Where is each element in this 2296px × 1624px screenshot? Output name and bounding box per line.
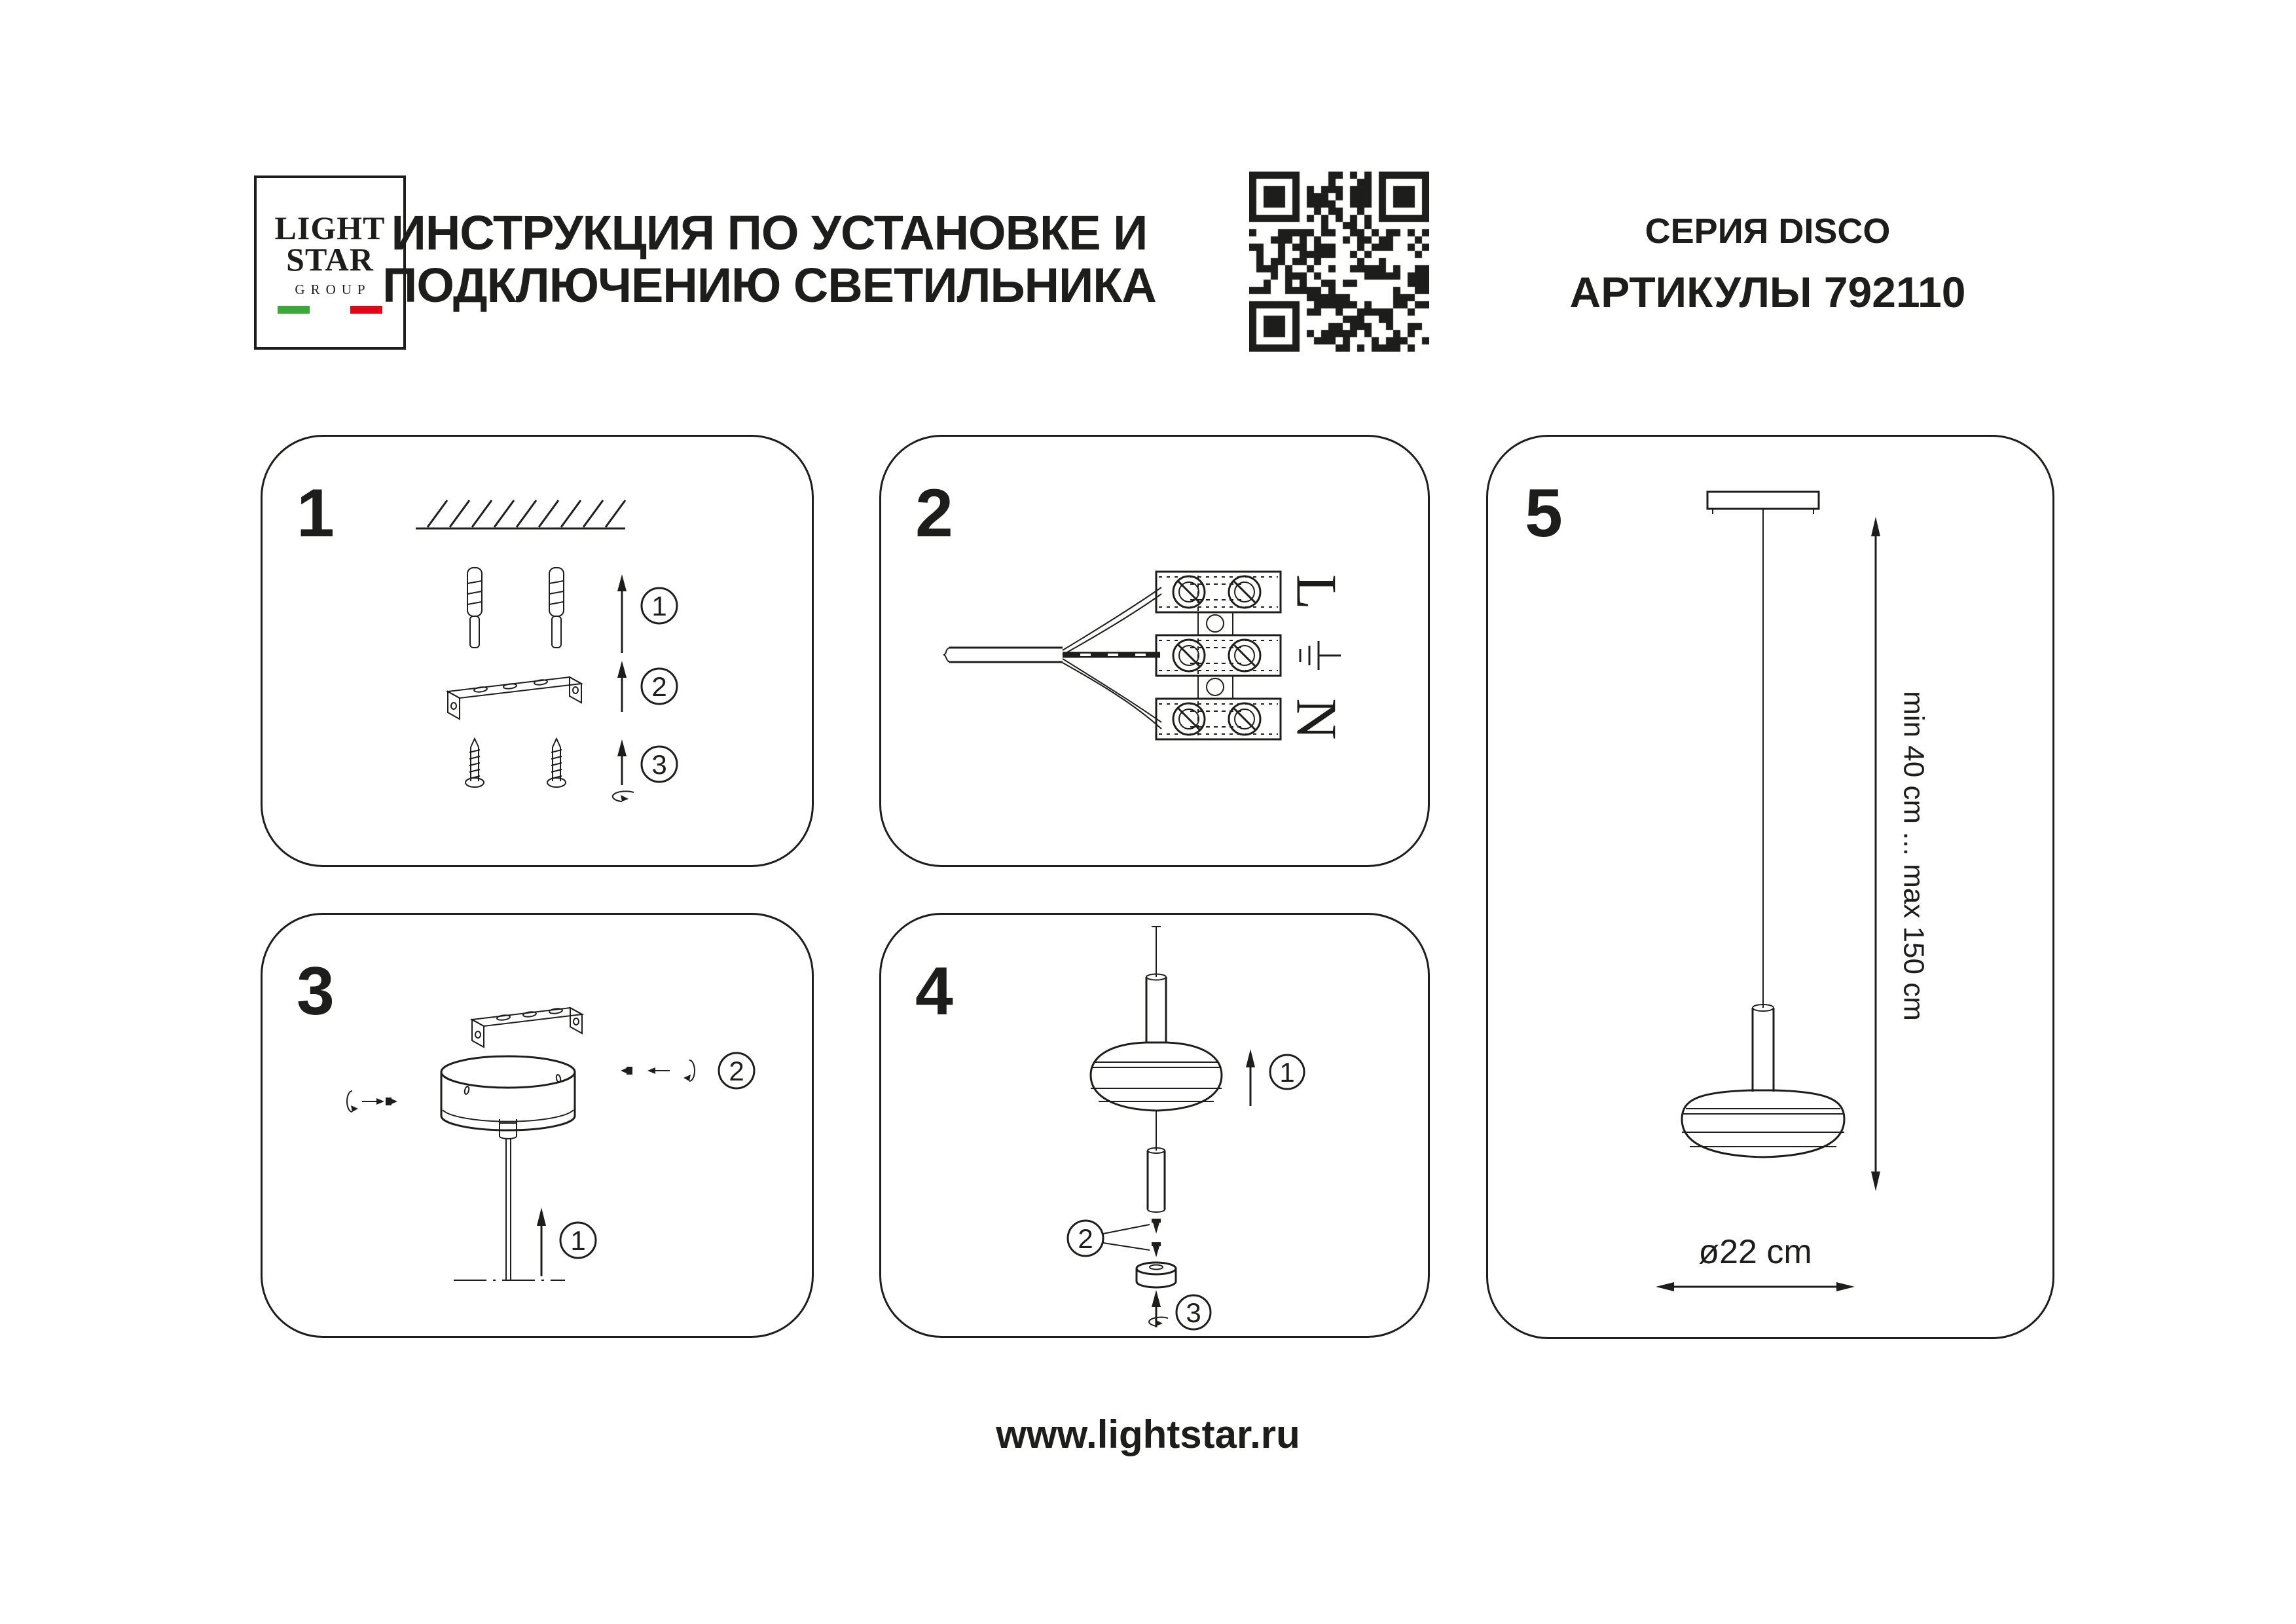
- step-number: 3: [1186, 1297, 1201, 1328]
- screw-rotate-left-icon: [347, 1091, 397, 1112]
- cap-piece: [1137, 1263, 1176, 1287]
- series-name: СЕРИЯ DISCO: [1645, 212, 1891, 251]
- earth-icon: [1300, 641, 1341, 670]
- step-number: 1: [1279, 1057, 1295, 1088]
- panel-number: 1: [297, 475, 335, 551]
- logo-word-light: LIGHT: [274, 209, 386, 246]
- panel-4-drawing: [881, 915, 1428, 1336]
- step-badge: [1068, 1221, 1150, 1256]
- screw-icon: [465, 739, 484, 787]
- panel-number: 3: [297, 953, 335, 1029]
- small-screw-icon: [1152, 1219, 1161, 1234]
- step-panel-3: [261, 913, 814, 1338]
- title-line-1: ИНСТРУКЦИЯ ПО УСТАНОВКЕ И: [391, 206, 1148, 260]
- step-number: 2: [729, 1056, 744, 1086]
- qr-code-icon: [1249, 172, 1429, 352]
- panel-2-drawing: [881, 437, 1428, 865]
- website-url: www.lightstar.ru: [996, 1412, 1300, 1456]
- wall-plug-icon: [549, 568, 564, 648]
- step-badge: [642, 747, 677, 782]
- diameter-label: ø22 cm: [1698, 1233, 1812, 1271]
- article-number: АРТИКУЛЫ 792110: [1569, 268, 1966, 316]
- step-badge: [1270, 1055, 1304, 1089]
- step-badge: [719, 1053, 754, 1088]
- suspension-wire: [1152, 927, 1161, 977]
- page-title: [354, 207, 1185, 312]
- step-panel-1: [261, 435, 814, 867]
- step-number: 1: [570, 1225, 586, 1256]
- step-badge: [1176, 1295, 1211, 1329]
- lamp-shade: [1682, 1090, 1844, 1157]
- label-neutral: N: [1284, 698, 1348, 740]
- tube-section: [1148, 1148, 1165, 1212]
- small-screw-icon: [1152, 1242, 1161, 1257]
- panel-1-drawing: [263, 437, 812, 865]
- mounting-bracket-icon: [472, 1008, 582, 1047]
- step-badge: [560, 1223, 596, 1258]
- arrow-up-rotate-icon: [1149, 1290, 1168, 1327]
- title-line-2: ПОДКЛЮЧЕНИЮ СВЕТИЛЬНИКА: [382, 258, 1156, 312]
- arrow-up-icon: [1246, 1049, 1255, 1106]
- arrow-up-icon: [617, 661, 627, 712]
- panel-number: 5: [1525, 475, 1563, 551]
- ceiling-cup: [441, 1056, 575, 1280]
- step-badge: [642, 588, 677, 623]
- power-cable: [944, 587, 1161, 729]
- terminal-block: [1156, 572, 1281, 739]
- wall-plug-icon: [467, 568, 482, 648]
- lamp-stem: [1753, 1005, 1774, 1092]
- label-live: L: [1284, 574, 1348, 610]
- arrow-up-rotate-icon: [613, 739, 634, 802]
- overview-panel-5: [1486, 435, 2054, 1339]
- mounting-bracket-icon: [448, 677, 581, 719]
- step-panel-4: [879, 913, 1430, 1338]
- step-number: 2: [651, 671, 667, 702]
- screw-rotate-right-icon: [621, 1060, 695, 1081]
- ceiling-hatch: [416, 500, 625, 528]
- logo-word-group: GROUP: [295, 281, 371, 297]
- height-range-label: min 40 cm ... max 150 cm: [1897, 691, 1930, 1021]
- height-dimension: [1871, 517, 1930, 1191]
- arrow-up-icon: [617, 574, 627, 653]
- diameter-dimension: [1656, 1233, 1855, 1291]
- screw-icon: [547, 739, 566, 787]
- step-number: 3: [651, 749, 667, 780]
- step-panel-2: [879, 435, 1430, 867]
- lamp-shade: [1091, 1043, 1222, 1111]
- panel-5-drawing: [1488, 437, 2052, 1337]
- panel-3-drawing: [263, 915, 812, 1336]
- step-number: 1: [651, 591, 667, 621]
- panel-number: 2: [915, 475, 953, 551]
- series-block: [1525, 211, 2010, 317]
- lamp-stem: [1146, 974, 1166, 1043]
- step-number: 2: [1078, 1223, 1093, 1254]
- logo-word-star: STAR: [286, 240, 374, 278]
- step-badge: [642, 669, 677, 704]
- panel-number: 4: [915, 953, 953, 1029]
- arrow-up-icon: [537, 1208, 546, 1276]
